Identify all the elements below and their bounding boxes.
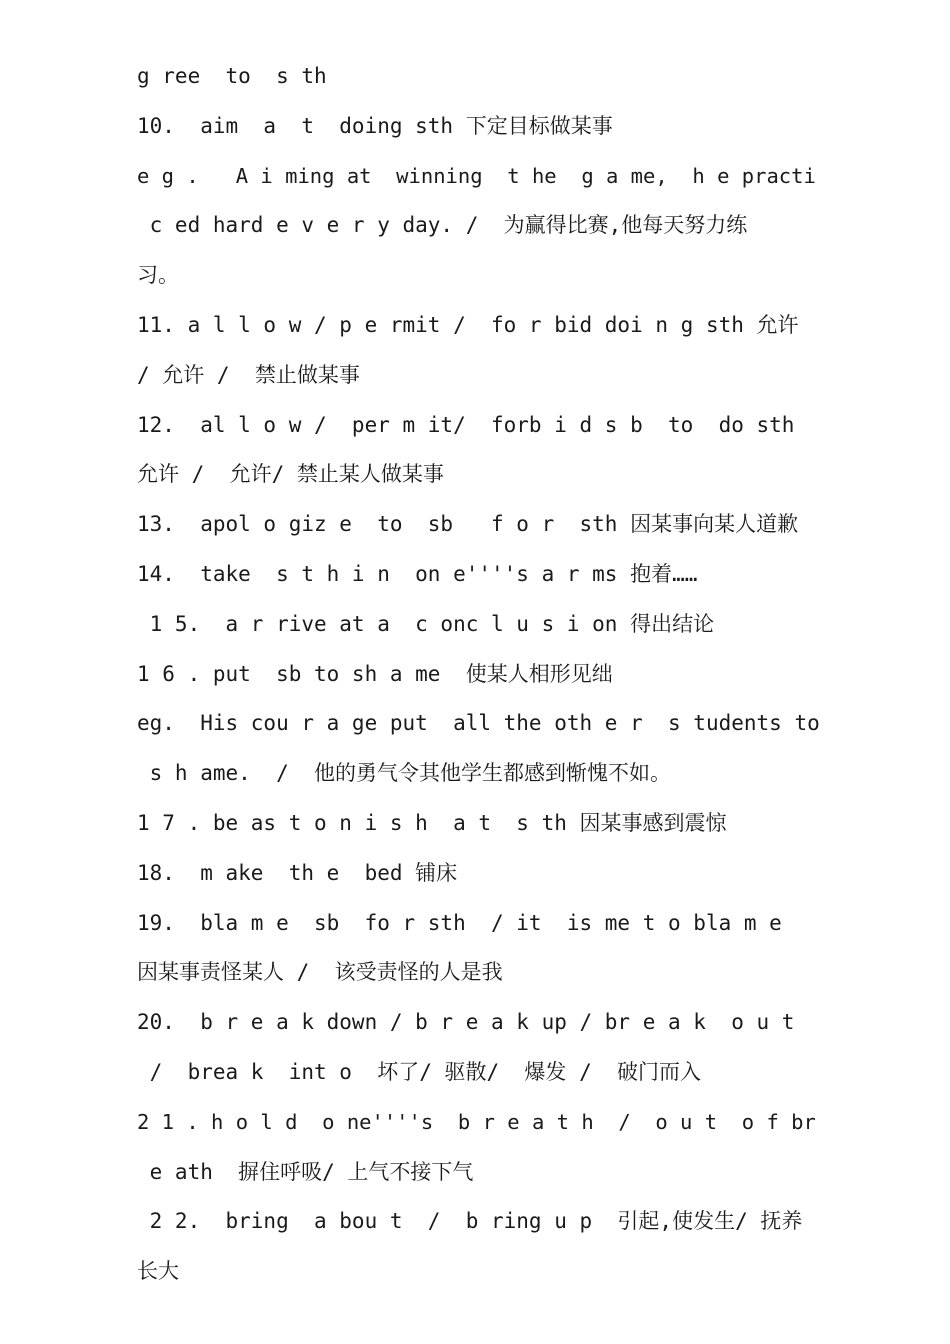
text-line: c ed hard e v e r y day. / 为赢得比赛,他每天努力练 (137, 213, 748, 238)
text-line: 1 7 . be as t o n i s h a t s th 因某事感到震惊 (137, 810, 727, 835)
text-line: 2 2. bring a bou t / b ring u p 引起,使发生/ 抚养 (137, 1209, 803, 1234)
text-line: 因某事责怪某人 / 该受责怪的人是我 (137, 960, 503, 985)
text-line: / brea k int o 坏了/ 驱散/ 爆发 / 破门而入 (137, 1059, 702, 1084)
text-line: 13. apol o giz e to sb f o r sth 因某事向某人道歉 (137, 512, 799, 537)
text-line: / 允许 / 禁止做某事 (137, 362, 360, 387)
text-line: 允许 / 允许/ 禁止某人做某事 (137, 462, 444, 487)
text-line: g ree to s th (137, 64, 327, 88)
text-line: 长大 (137, 1259, 179, 1284)
text-line: 1 5. a r rive at a c onc l u s i on 得出结论 (137, 611, 715, 636)
text-line: e g . A i ming at winning t he g a me, h e practi (137, 163, 816, 188)
text-line: 11. a l l o w / p e rmit / fo r bid doi n g sth 允许 (137, 312, 799, 337)
document-text (137, 52, 827, 1297)
text-line: 1 6 . put sb to sh a me 使某人相形见绌 (137, 661, 613, 686)
text-line: s h ame. / 他的勇气令其他学生都感到惭愧不如。 (137, 761, 672, 786)
text-line: e ath 摒住呼吸/ 上气不接下气 (137, 1159, 474, 1184)
text-line: 14. take s t h i n on e''''s a r ms 抱着…… (137, 561, 698, 586)
text-line: eg. His cou r a ge put all the oth e r s tudents to (137, 711, 820, 736)
text-line: 18. m ake th e bed 铺床 (137, 860, 458, 885)
text-line: 2 1 . h o l d o ne''''s b r e a t h / o u t o f br (137, 1109, 816, 1134)
text-line: 12. al l o w / per m it/ forb i d s b to do sth (137, 412, 795, 437)
text-line: 19. bla m e sb fo r sth / it is me t o bla m e (137, 910, 782, 935)
text-line: 10. aim a t doing sth 下定目标做某事 (137, 113, 613, 138)
text-line: 习。 (137, 263, 179, 288)
text-line: 20. b r e a k down / b r e a k up / br e a k o u t (137, 1010, 795, 1035)
